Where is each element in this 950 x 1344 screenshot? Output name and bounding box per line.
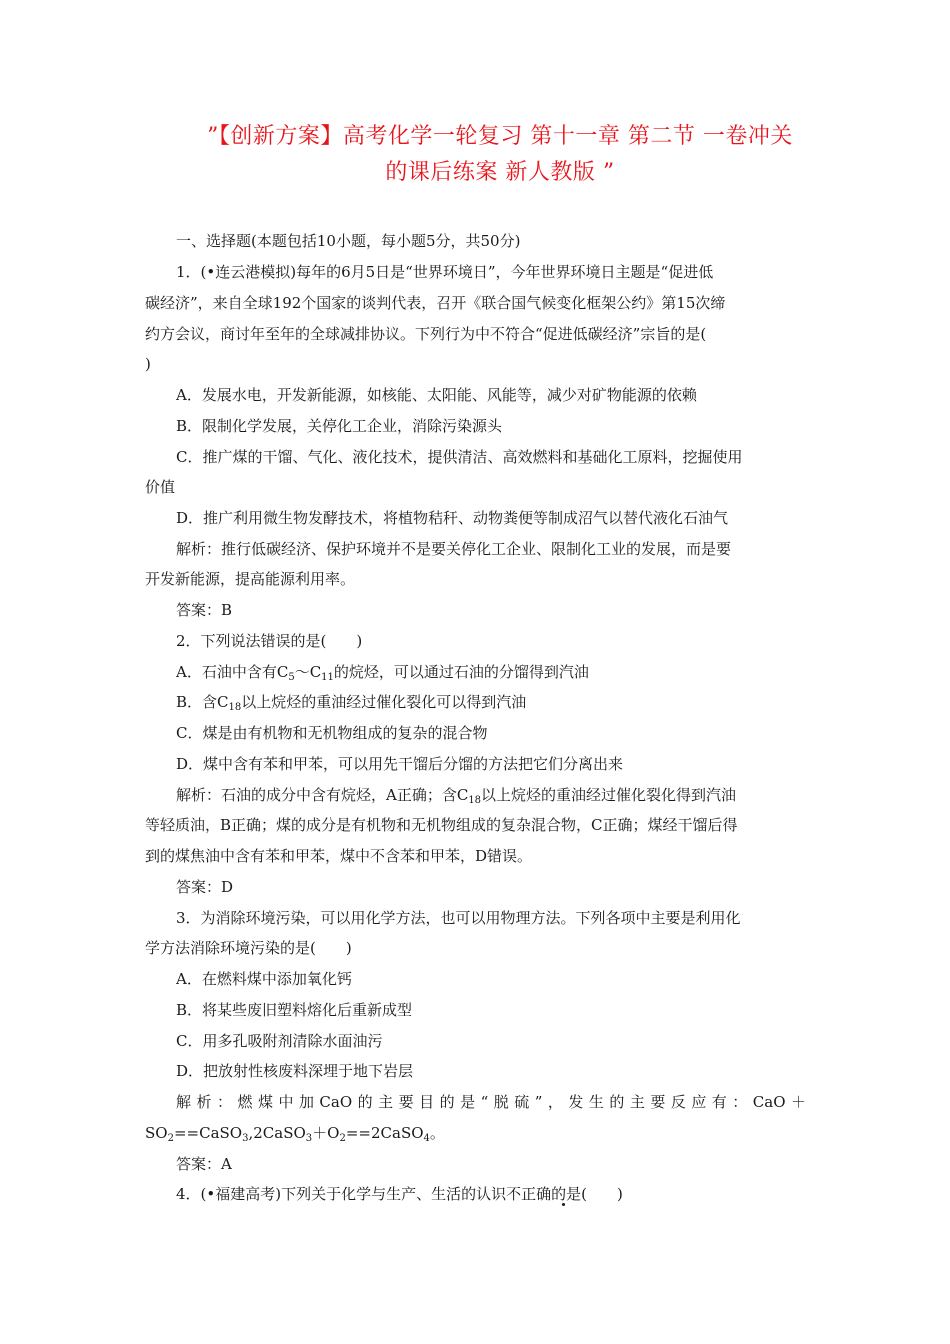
section-heading: 一、选择题(本题包括10小题，每小题5分，共50分) <box>176 232 521 250</box>
q1-stem-line4: ) <box>145 355 151 373</box>
q3-explanation-line2: $SO_2==CaSO_3,2CaSO_3+O_2==2CaSO_4$。 <box>145 1124 445 1143</box>
q3-option-a: A．在燃料煤中添加氧化钙 <box>176 970 352 988</box>
q2-explanation-line2: 等轻质油，B正确；煤的成分是有机物和无机物组成的复杂混合物，C正确；煤经干馏后得 <box>145 816 738 834</box>
q2-option-a: A．石油中含有$C_5\sim C_{11}$的烷烃，可以通过石油的分馏得到汽油 <box>176 663 589 682</box>
q3-stem-line2: 学方法消除环境污染的是( ) <box>145 939 352 957</box>
q3-answer: 答案：A <box>176 1155 232 1173</box>
q1-option-d: D．推广利用微生物发酵技术，将植物秸秆、动物粪便等制成沼气以替代液化石油气 <box>176 509 729 527</box>
q3-option-b: B．将某些废旧塑料熔化后重新成型 <box>176 1001 413 1019</box>
q1-answer: 答案：B <box>176 601 233 619</box>
q3-option-c: C．用多孔吸附剂清除水面油污 <box>176 1032 383 1050</box>
q1-option-c-line1: C．推广煤的干馏、气化、液化技术，提供清洁、高效燃料和基础化工原料，挖掘使用 <box>176 448 743 466</box>
q2-explanation-line1: 解析：石油的成分中含有烷烃，A正确；含$C_{18}$以上烷烃的重油经过催化裂化得到汽油 <box>176 786 737 805</box>
q2-stem: 2．下列说法错误的是( ) <box>176 632 363 650</box>
q1-option-c-line2: 价值 <box>145 478 176 496</box>
q2-option-d: D．煤中含有苯和甲苯，可以用先干馏后分馏的方法把它们分离出来 <box>176 755 624 773</box>
q2-option-b: B．含$C_{18}$以上烷烃的重油经过催化裂化可以得到汽油 <box>176 693 527 712</box>
q1-stem-line1: 1．(•连云港模拟)每年的6月5日是“世界环境日”，今年世界环境日主题是“促进低 <box>176 263 714 281</box>
q1-option-b: B．限制化学发展，关停化工企业，消除污染源头 <box>176 417 503 435</box>
q1-stem-line2: 碳经济”，来自全球192个国家的谈判代表，召开《联合国气候变化框架公约》第15次缔 <box>145 294 726 312</box>
q2-option-c: C．煤是由有机物和无机物组成的复杂的混合物 <box>176 724 488 742</box>
q3-stem-line1: 3．为消除环境污染，可以用化学方法，也可以用物理方法。下列各项中主要是利用化 <box>176 909 741 927</box>
emphasis-dot <box>562 1203 565 1206</box>
q2-explanation-line3: 到的煤焦油中含有苯和甲苯，煤中不含苯和甲苯，D错误。 <box>145 847 533 865</box>
q4-stem: 4．(•福建高考)下列关于化学与生产、生活的认识不正确的是( ) <box>176 1185 623 1203</box>
q1-explanation-line2: 开发新能源，提高能源利用率。 <box>145 570 356 588</box>
q3-option-d: D．把放射性核废料深埋于地下岩层 <box>176 1062 414 1080</box>
q1-option-a: A．发展水电，开发新能源，如核能、太阳能、风能等，减少对矿物能源的依赖 <box>176 386 697 404</box>
q1-explanation-line1: 解析：推行低碳经济、保护环境并不是要关停化工企业、限制化工业的发展，而是要 <box>176 540 732 558</box>
q1-stem-line3: 约方会议，商讨年至年的全球减排协议。下列行为中不符合“促进低碳经济”宗旨的是( <box>145 325 707 343</box>
q2-answer: 答案：D <box>176 878 234 896</box>
q3-explanation-line1: 解析：燃煤中加CaO的主要目的是“脱硫”，发生的主要反应有：CaO＋ <box>176 1093 806 1111</box>
doc-title-line1: ”【创新方案】高考化学一轮复习 第十一章 第二节 一卷冲关 <box>207 124 793 149</box>
doc-title-line2: 的课后练案 新人教版 ” <box>385 160 615 185</box>
